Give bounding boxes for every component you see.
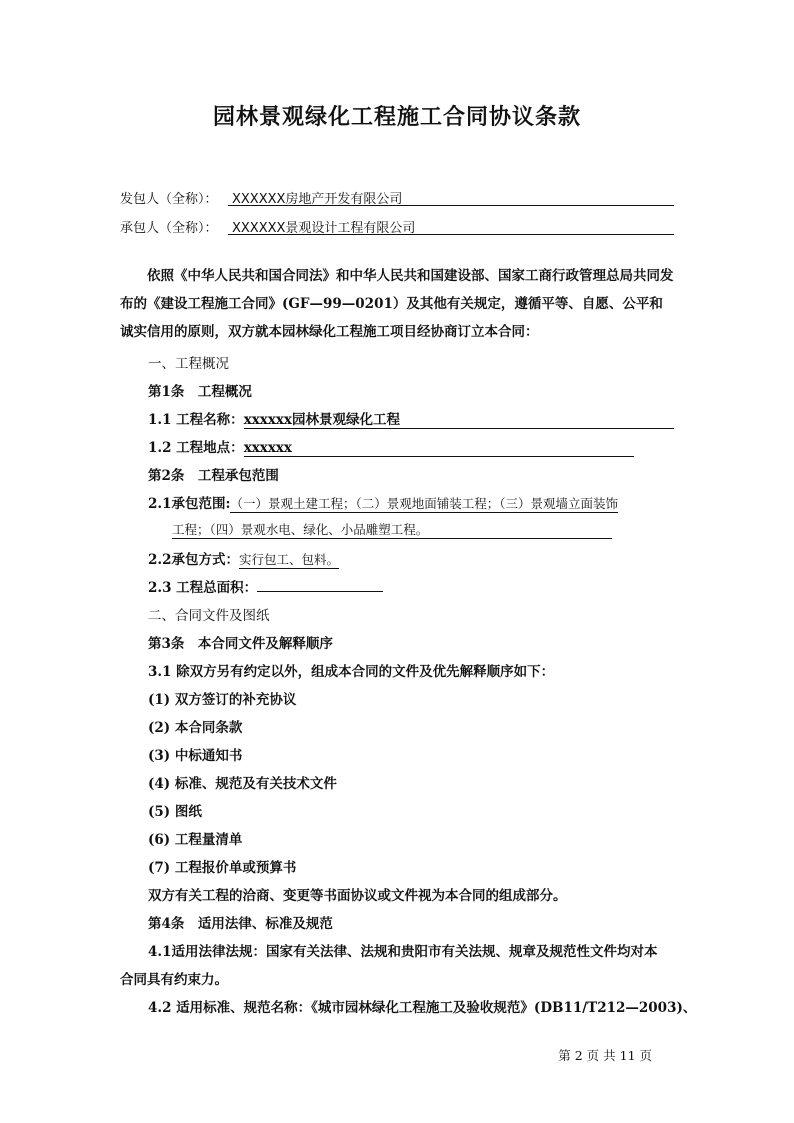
clause-2-1-cont (172, 520, 728, 539)
contract-method-value: 实行包工、包料。 (239, 552, 340, 567)
doc-item: (5) 图纸 (148, 804, 202, 820)
clause-4-2: 4.2 适用标准、规范名称：《城市园林绿化工程施工及验收规范》(DB11/T212—2003)、 (148, 1000, 697, 1016)
doc-item: (2) 本合同条款 (148, 720, 243, 736)
clause-2-1-label: 2.1承包范围: (148, 496, 231, 512)
clause-1-2-label: 1.2 工程地点： (148, 440, 244, 456)
doc-item: (6) 工程量清单 (148, 832, 243, 848)
clause-1-2 (148, 436, 704, 457)
clause-3-1: 3.1 除双方另有约定以外，组成本合同的文件及优先解释顺序如下： (148, 664, 555, 680)
employer-row (120, 188, 680, 207)
clause-4-1-line-2: 合同具有约束力。 (120, 972, 228, 988)
clause-1-1-label: 1.1 工程名称： (148, 412, 244, 428)
clause-1-1 (148, 408, 704, 429)
doc-item: (7) 工程报价单或预算书 (148, 860, 297, 876)
section-heading-2: 二、合同文件及图纸 (148, 608, 270, 624)
employer-value: XXXXXX房地产开发有限公司 (228, 188, 674, 206)
doc-item: (1) 双方签订的补充协议 (148, 692, 297, 708)
section-heading-1: 一、工程概况 (148, 356, 229, 372)
document-title: 园林景观绿化工程施工合同协议条款 (212, 104, 581, 130)
contractor-label: 承包人（全称）： (120, 221, 218, 236)
project-location-value: xxxxxx (244, 440, 634, 457)
page-number: 第 2 页 共 11 页 (558, 1048, 652, 1063)
docs-note: 双方有关工程的洽商、变更等书面协议或文件视为本合同的组成部分。 (148, 888, 567, 904)
total-area-blank (257, 577, 383, 592)
clause-2-1 (148, 492, 704, 513)
article-4-heading: 第4条 适用法律、标准及规范 (148, 916, 333, 932)
article-2-heading: 第2条 工程承包范围 (148, 468, 279, 484)
clause-2-3 (148, 576, 704, 596)
article-1-heading: 第1条 工程概况 (148, 384, 252, 400)
scope-value-line-1: （一）景观土建工程；（二）景观地面铺装工程；（三）景观墙立面装饰 (230, 496, 618, 511)
contractor-row (120, 217, 680, 236)
scope-value-line-2: 工程；（四）景观水电、绿化、小品雕塑工程。 (172, 520, 612, 539)
contractor-value: XXXXXX景观设计工程有限公司 (228, 217, 674, 235)
clause-4-1-line-1: 4.1适用法律法规：国家有关法律、法规和贵阳市有关法规、规章及规范性文件均对本 (148, 944, 658, 960)
clause-2-3-label: 2.3 工程总面积： (148, 580, 258, 596)
clause-2-2 (148, 548, 704, 569)
project-name-value: xxxxxx园林景观绿化工程 (244, 408, 674, 429)
employer-label: 发包人（全称）： (120, 192, 218, 207)
article-3-heading: 第3条 本合同文件及解释顺序 (148, 636, 333, 652)
page-footer (0, 1046, 794, 1064)
intro-paragraph: 依照《中华人民共和国合同法》和中华人民共和国建设部、国家工商行政管理总局共同发布的《建设工程施工合同》(GF—99—0201）及其他有关规定，遵循平等、自愿、公平和诚实信用的原则，双方就本园林绿化工程施工项目经协商订立本合同： (120, 268, 674, 340)
clause-2-2-label: 2.2承包方式： (148, 552, 239, 568)
doc-item: (4) 标准、规范及有关技术文件 (148, 776, 337, 792)
doc-item: (3) 中标通知书 (148, 748, 243, 764)
